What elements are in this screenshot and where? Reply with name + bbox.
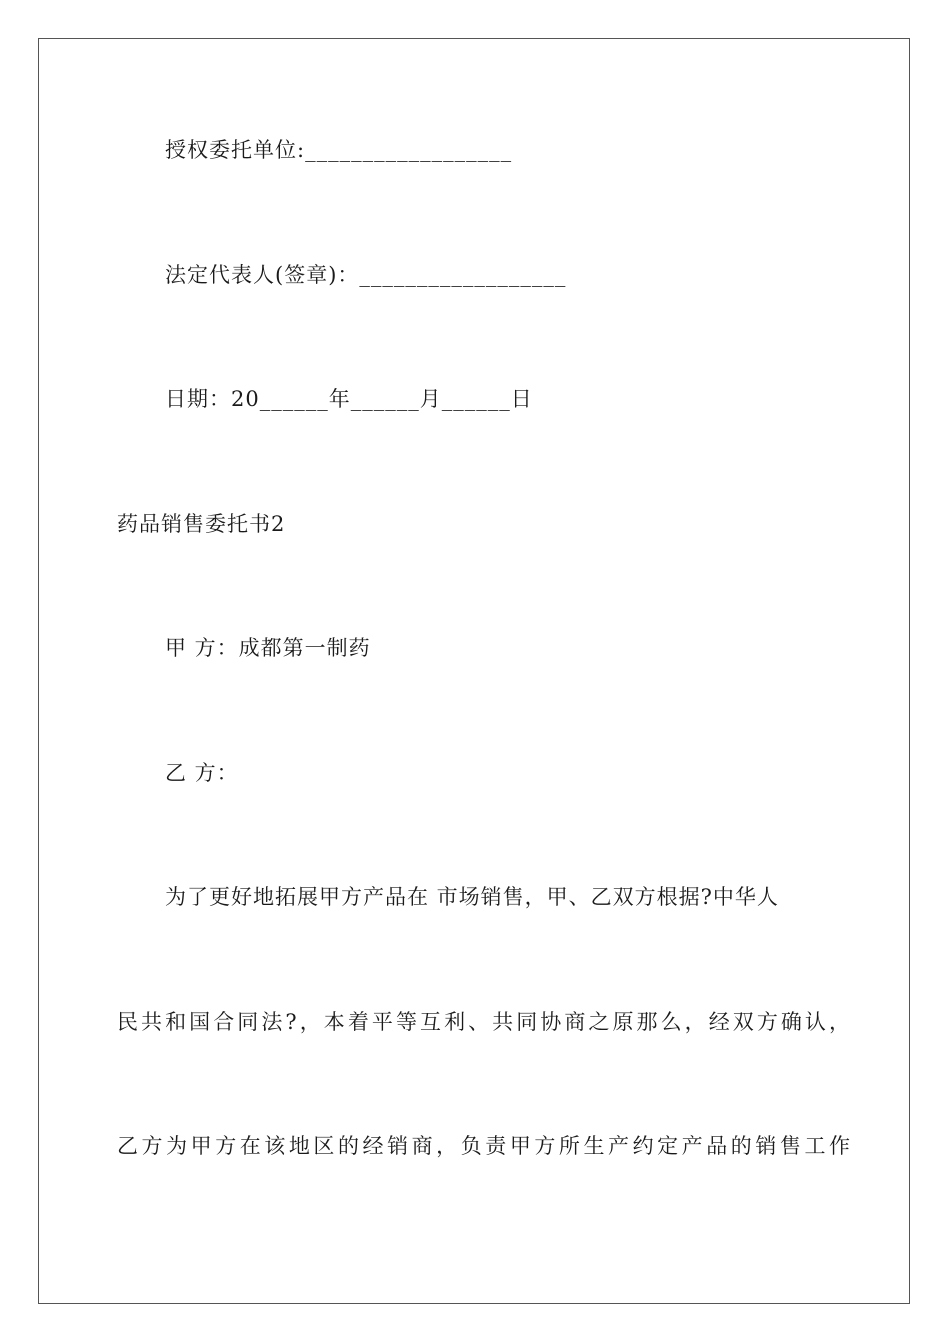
party-b-line: 乙 方： (165, 761, 239, 785)
date-line: 日期：20______年______月______日 (165, 387, 533, 411)
paragraph-line-1: 为了更好地拓展甲方产品在 市场销售，甲、乙双方根据?中华人 (165, 885, 779, 909)
party-a-line: 甲 方：成都第一制药 (165, 636, 371, 660)
paragraph-line-3: 乙方为甲方在该地区的经销商，负责甲方所生产约定产品的销售工作 (117, 1134, 850, 1158)
section-heading: 药品销售委托书2 (117, 512, 286, 536)
authorizing-unit-line: 授权委托单位:__________________ (165, 138, 513, 162)
page-frame (38, 38, 910, 1304)
legal-representative-line: 法定代表人(签章)：__________________ (165, 263, 567, 287)
paragraph-line-2: 民共和国合同法?，本着平等互利、共同协商之原那么，经双方确认， (117, 1010, 850, 1034)
